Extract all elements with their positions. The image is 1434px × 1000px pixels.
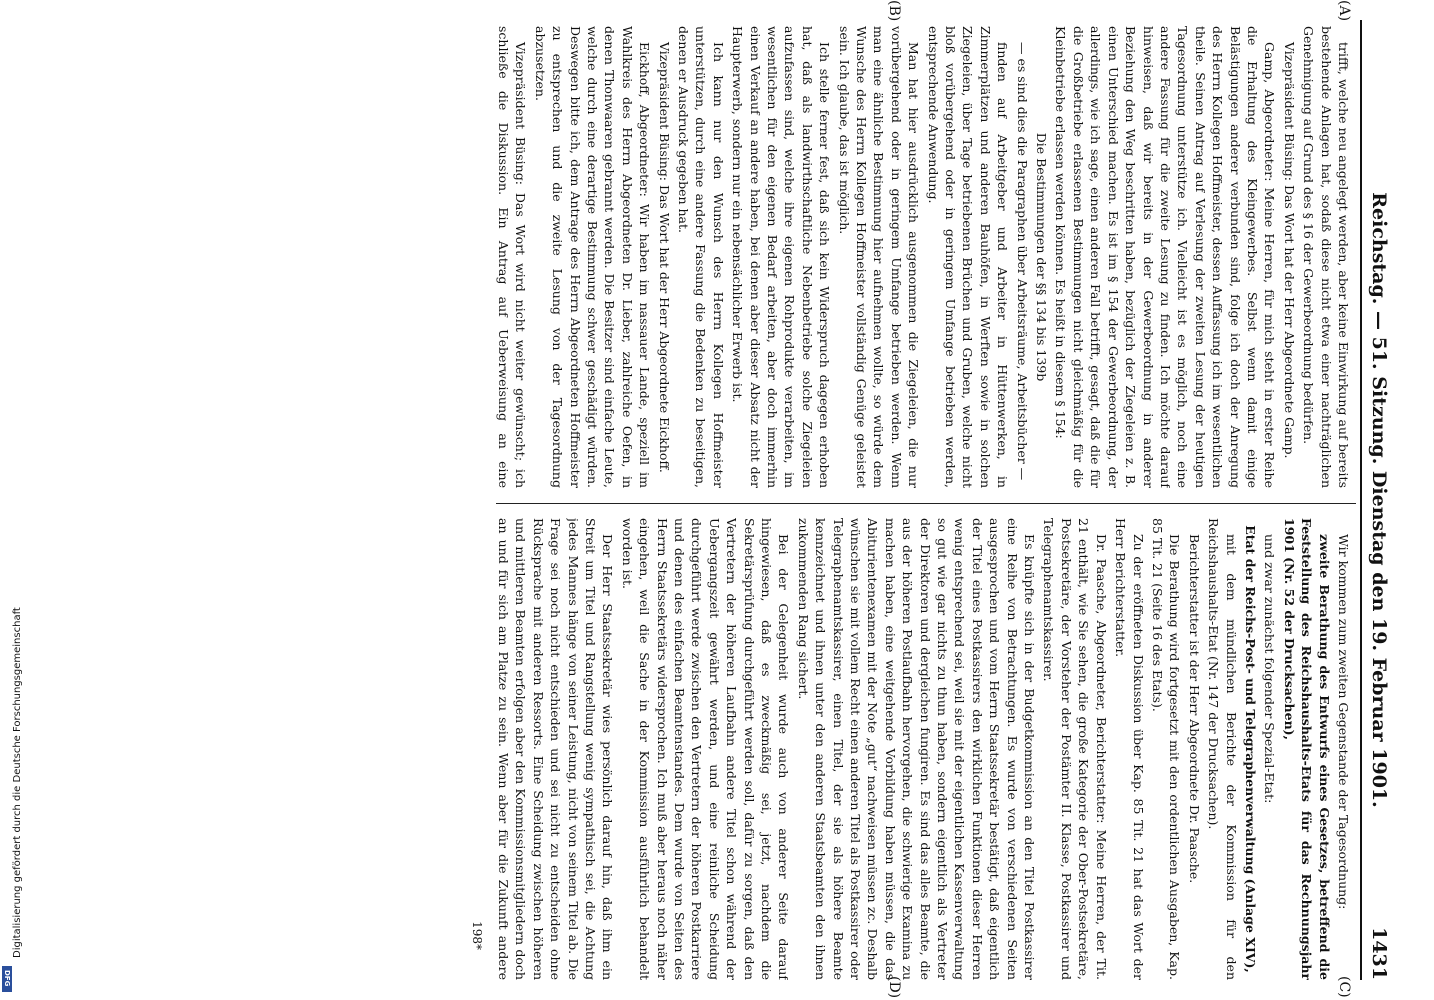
speaker-paragraph: Dr. Paasche, Abgeordneter, Berichterstatter: Meine Herren, der Tit. 21 enthält, wie Sie sehen, die große Kategorie der Ober-Postsekretäre, Postsekretäre, der Vorsteher der Postämter II. Klasse, Postkassirer und Telegraphenamtskassirer. — [1041, 518, 1109, 980]
credit-text: Digitalisierung gefördert durch die Deutsche Forschungsgemeinschaft — [12, 607, 23, 958]
page-footer — [464, 20, 484, 980]
paragraph: mit dem mündlichen Berichte der Kommission für den Reichshaushalts-Etat (Nr. 147 der Drucksachen). — [1206, 518, 1239, 980]
margin-marker-b: (B) — [886, 0, 902, 22]
paragraph: Es knüpfte sich in der Budgetkommission an den Titel Postkassirer eine Reihe von Betrachtungen. Es wurde von verschiedenen Seiten ausgesprochen und vom Herrn Staatssekretär bestätigt, daß eigentlich der Titel eines Postkassirers den wirklichen Funktionen dieser Herren wenig entsprechend sei, weil sie mit der eigentlichen Kassenverwaltung so gut wie gar nichts zu thun haben, sondern eigentlich als Vertreter der Direktoren und dergleichen fungiren. Es sind das alles Beamte, die aus der höheren Postlaufbahn hervorgehen, die schwierige Examina zu machen haben, eine weitgehende Vorbildung haben müssen, die das Abiturientenexamen mit der Note „gut“ nachweisen müssen zc. Deshalb wünschen sie mit vollem Recht einen anderen Titel als Postkassirer oder Telegraphenamtskassirer, einen Titel, der sie als höhere Beamte kennzeichnet und ihnen unter den anderen Staatsbeamten den ihnen zukommenden Rang sichert. — [795, 518, 1038, 980]
right-column — [492, 518, 1352, 980]
speaker-paragraph: Vizepräsident Büsing: Das Wort hat der Herr Abgeordnete Eickhoff. — [656, 42, 672, 473]
page-header — [1366, 20, 1392, 980]
paragraph: Bei der Gelegenheit wurde auch von anderer Seite darauf hingewiesen, daß es zweckmäßig sei, jetzt, nachdem die Sekretärsprüfung durchgeführt werden soll, dafür zu sorgen, daß den Vertretern der höheren Laufbahn andere Titel schon während der Uebergangszeit gewährt werden, und eine reinliche Scheidung durchgeführt werde zwischen den Vertretern der höheren Postkarriere und denen des einfachen Beamtenstandes. Dem wurde von Seiten des Herrn Staatssekretärs widersprochen. Ich muß aber heraus noch näher eingehen, weil die Sache in der Kommission ausführlich behandelt worden ist. — [619, 518, 792, 980]
column-divider — [496, 503, 1356, 504]
margin-marker-c: (C) — [1336, 976, 1352, 998]
digitization-credit — [0, 0, 23, 1000]
paragraph: Zu der eröffneten Diskussion über Kap. 85 Tit. 21 hat das Wort der Herr Berichterstatter. — [1113, 518, 1146, 980]
page-number: 1431 — [1368, 927, 1390, 980]
paragraph: und zwar zunächst folgender Spezial-Etat: — [1262, 534, 1278, 804]
left-column — [492, 26, 1352, 488]
speaker-paragraph: Eickhoff, Abgeordneter: Wir haben im nassauer Lande, speziell im Wahlkreis des Herrn Abgeordneten Dr. Lieber, zahlreiche Oefen, in denen Thonwaaren gebrannt werden. Die Besitzer sind einfache Leute, welche durch eine derartige Bestimmung schwer geschädigt würden. Deswegen bitte ich, dem Antrage des Herrn Abgeordneten Hoffmeister zu entsprechen und die zweite Lesung von der Tagesordnung abzusetzen. — [532, 26, 653, 488]
page-title: Reichstag. — 51. Sitzung. Dienstag den 19. Februar 1901. — [1368, 192, 1390, 808]
margin-marker-a: (A) — [1336, 0, 1352, 22]
paragraph: Ich kann nur den Wunsch des Herrn Kollegen Hoffmeister unterstützen, durch eine andere Fassung die Bedenken zu beseitigen, denen er Ausdruck gegeben hat. — [675, 26, 726, 488]
signature-mark: 198* — [470, 921, 484, 950]
paragraph: Ich stelle ferner fest, daß sich kein Widerspruch dagegen erhoben hat, daß als landwirthschaftliche Nebenbetriebe solche Ziegeleien aufzufassen sind, welche ihre eigenen Rohprodukte verarbeiten, im wesentlichen für den eigenen Bedarf arbeiten, aber doch immerhin einen Verkauf an andere haben, bei denen aber dieser Absatz nicht der Haupterwerb, sondern nur ein nebensächlicher Erwerb ist. — [730, 26, 833, 488]
paragraph: Wir kommen zum zweiten Gegenstande der Tagesordnung: — [1336, 534, 1351, 910]
speaker-paragraph: Vizepräsident Büsing: Das Wort hat der Herr Abgeordnete Gamp. — [1281, 42, 1297, 459]
paragraph: Berichterstatter ist der Herr Abgeordnete Dr. Paasche. — [1186, 534, 1202, 884]
agenda-heading: zweite Berathung des Entwurfs eines Gesetzes, betreffend die Feststellung des Reichshaushalts-Etats für das Rechnungsjahr 1901 (Nr. 52 der Drucksachen), — [1281, 518, 1332, 980]
paragraph: Der Herr Staatssekretär wies persönlich darauf hin, daß ihm ein Streit um Titel und Rangstellung wenig sympathisch sei, die Achtung jedes Mannes hänge von seiner Leistung, nicht von seinem Titel ab. Die Frage sei noch nicht entschieden und sei nicht zu entscheiden ohne Rücksprache mit anderen Ressorts. Eine Scheidung zwischen höheren und mittleren Beamten erfolgen aber den Kommissionsmitgliedern doch an und für sich am Platze zu sein. Wenn aber für die Zukunft andere — [495, 518, 616, 980]
dfg-logo-icon: DFG — [2, 966, 12, 992]
paragraph: Man hat hier ausdrücklich ausgenommen die Ziegeleien, die nur vorübergehend oder in geringem Umfange betrieben werden. Wenn man eine ähnliche Bestimmung hier aufnehmen wollte, so würde dem Wunsche des Herrn Kollegen Hoffmeister vollständig Genüge geleistet sein. Ich glaube, das ist möglich. — [836, 26, 922, 488]
quoted-paragraph: Die Bestimmungen der §§ 134 bis 139b — [1034, 132, 1050, 382]
header-rule — [1360, 20, 1362, 980]
margin-marker-d: (D) — [886, 976, 902, 999]
paragraph: trifft, welche neu angelegt werden, aber keine Einwirkung auf bereits bestehende Anlagen hat, sodaß diese nicht etwa einer nachträglichen Genehmigung auf Grund des § 16 der Gewerbeordnung bedürfen. — [1301, 26, 1351, 488]
paragraph: — es sind dies die Paragraphen über Arbeitsräume, Arbeitsbücher — — [1014, 42, 1030, 481]
etat-heading: Etat der Reichs-Post- und Telegraphenverwaltung (Anlage XIV), — [1242, 525, 1258, 973]
document-page — [42, 0, 1392, 999]
speaker-paragraph: Gamp, Abgeordneter: Meine Herren, für mich steht in erster Reihe die Erhaltung des Kleingewerbes. Selbst wenn damit einige Belästigungen anderer verbunden sind, folge ich doch der Anregung des Herrn Kollegen Hoffmeister, dessen Auffassung ich im wesentlichen theile. Seinen Antrag auf Verlesung der zweiten Lesung der heutigen Tagesordnung unterstütze ich. Vielleicht ist es möglich, noch eine andere Fassung für die zweite Lesung zu finden. Ich möchte darauf hinweisen, daß wir bereits in der Gewerbeordnung in anderer Beziehung den Weg beschritten haben, bezüglich der Ziegeleien z. B. einen Unterschied machen. Es ist im § 154 der Gewerbeordnung, der allerdings, wie ich sage, einen anderen Fall betrifft, gesagt, daß die für die Großbetriebe erlassenen Bestimmungen nicht gleichmäßig für die Kleinbetriebe erlassen werden können. Es heißt in diesem § 154: — [1053, 26, 1278, 488]
quoted-paragraph: finden auf Arbeitgeber und Arbeiter in Hüttenwerken, in Zimmerplätzen und anderen Bauhöfen, in Werften sowie in solchen Ziegeleien, über Tage betriebenen Brüchen und Gruben, welche nicht bloß vorübergehend oder in geringem Umfange betrieben werden, entsprechende Anwendung. — [925, 26, 1011, 488]
paragraph: Die Berathung wird fortgesetzt mit den ordentlichen Ausgaben, Kap. 85 Tit. 21 (Seite 16 des Etats). — [1149, 518, 1183, 980]
speaker-paragraph: Vizepräsident Büsing: Das Wort wird nicht weiter gewünscht; ich schließe die Diskussion. Ein Antrag auf Ueberweisung an eine — [495, 26, 529, 488]
